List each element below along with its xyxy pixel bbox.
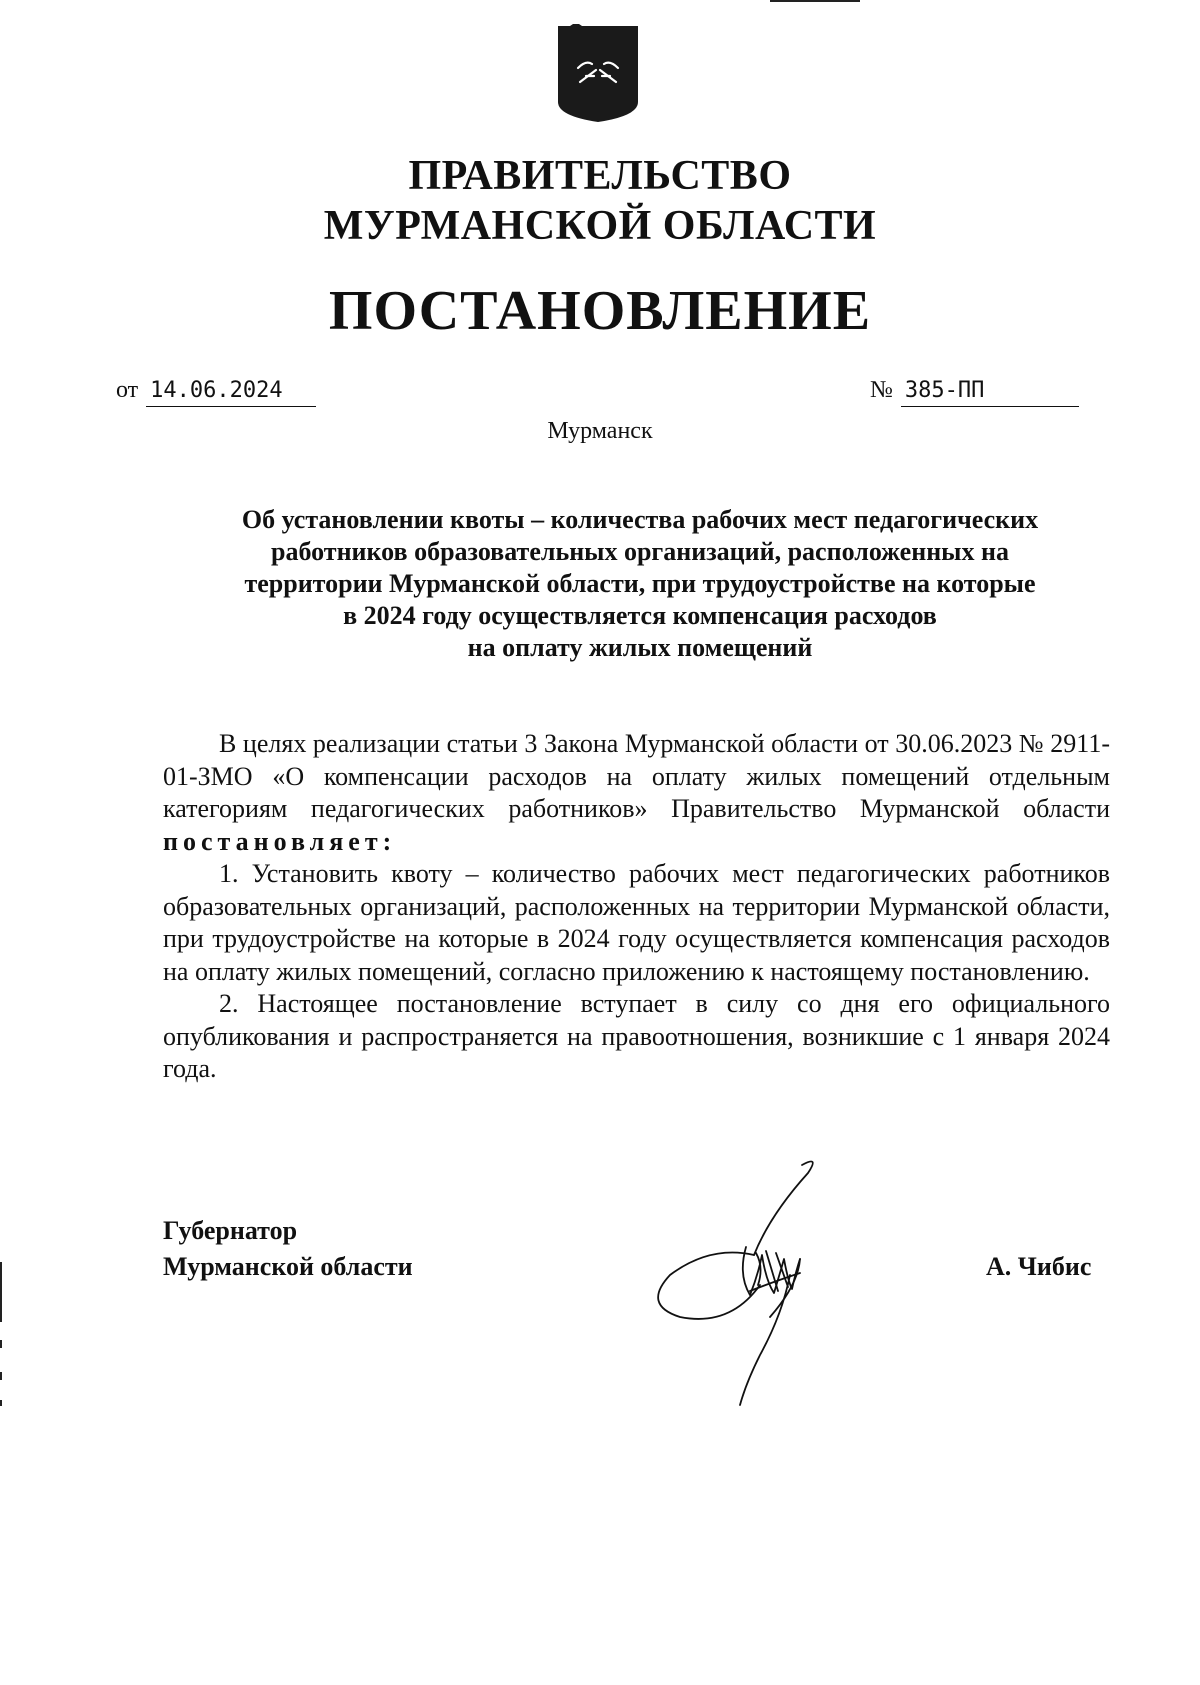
- subject-line: в 2024 году осуществляется компенсация расходов: [343, 601, 937, 630]
- preamble-paragraph: [163, 728, 1110, 858]
- document-date: [116, 375, 316, 407]
- document-type-title: ПОСТАНОВЛЕНИЕ: [328, 280, 872, 342]
- number-value: 385-ПП: [901, 376, 1079, 407]
- signatory-position: [163, 1213, 413, 1285]
- clause-2: 2. Настоящее постановление вступает в силу со дня его официального опубликования и распространяется на правоотношения, возникшие с 1 января 2024 года.: [163, 989, 1110, 1083]
- scan-edge-mark: [0, 1262, 2, 1322]
- city-name: Мурманск: [547, 418, 653, 444]
- subject-line: на оплату жилых помещений: [467, 633, 813, 662]
- preamble-text: В целях реализации статьи 3 Закона Мурманской области от 30.06.2023 № 2911-01-ЗМО «О компенсации расходов на оплату жилых помещений отдельным категориям педагогических работников» Правительство Мурманской области: [163, 729, 1110, 823]
- scan-edge-mark: [0, 1400, 2, 1406]
- subject-line: работников образовательных организаций, расположенных на: [271, 537, 1009, 566]
- scan-edge-mark: [0, 1372, 2, 1380]
- document-number: [870, 375, 1079, 407]
- org-name-line2: МУРМАНСКОЙ ОБЛАСТИ: [323, 203, 877, 249]
- subject-line: территории Мурманской области, при трудоустройстве на которые: [244, 569, 1036, 598]
- handwritten-signature: [650, 1155, 890, 1415]
- date-label: от: [116, 377, 139, 403]
- clause-1: 1. Установить квоту – количество рабочих мест педагогических работников образовательных организаций, расположенных на территории Мурманской области, при трудоустройстве на которые в 2024 году осуществляется компенсация расходов на оплату жилых помещений, согласно приложению к настоящему постановлению.: [163, 859, 1110, 986]
- coat-of-arms-icon: [556, 24, 640, 124]
- scan-edge-mark: [770, 0, 860, 2]
- number-label: №: [870, 377, 893, 403]
- scan-edge-mark: [0, 1340, 2, 1348]
- document-subject: [180, 504, 1100, 664]
- position-line2: Мурманской области: [163, 1252, 413, 1281]
- resolve-word: постановляет:: [163, 826, 397, 856]
- subject-line: Об установлении квоты – количества рабочих мест педагогических: [241, 505, 1039, 534]
- document-body: [163, 728, 1110, 1086]
- signatory-name: А. Чибис: [986, 1252, 1092, 1281]
- position-line1: Губернатор: [163, 1216, 298, 1245]
- org-name-line1: ПРАВИТЕЛЬСТВО: [408, 153, 792, 199]
- date-value: 14.06.2024: [146, 376, 316, 407]
